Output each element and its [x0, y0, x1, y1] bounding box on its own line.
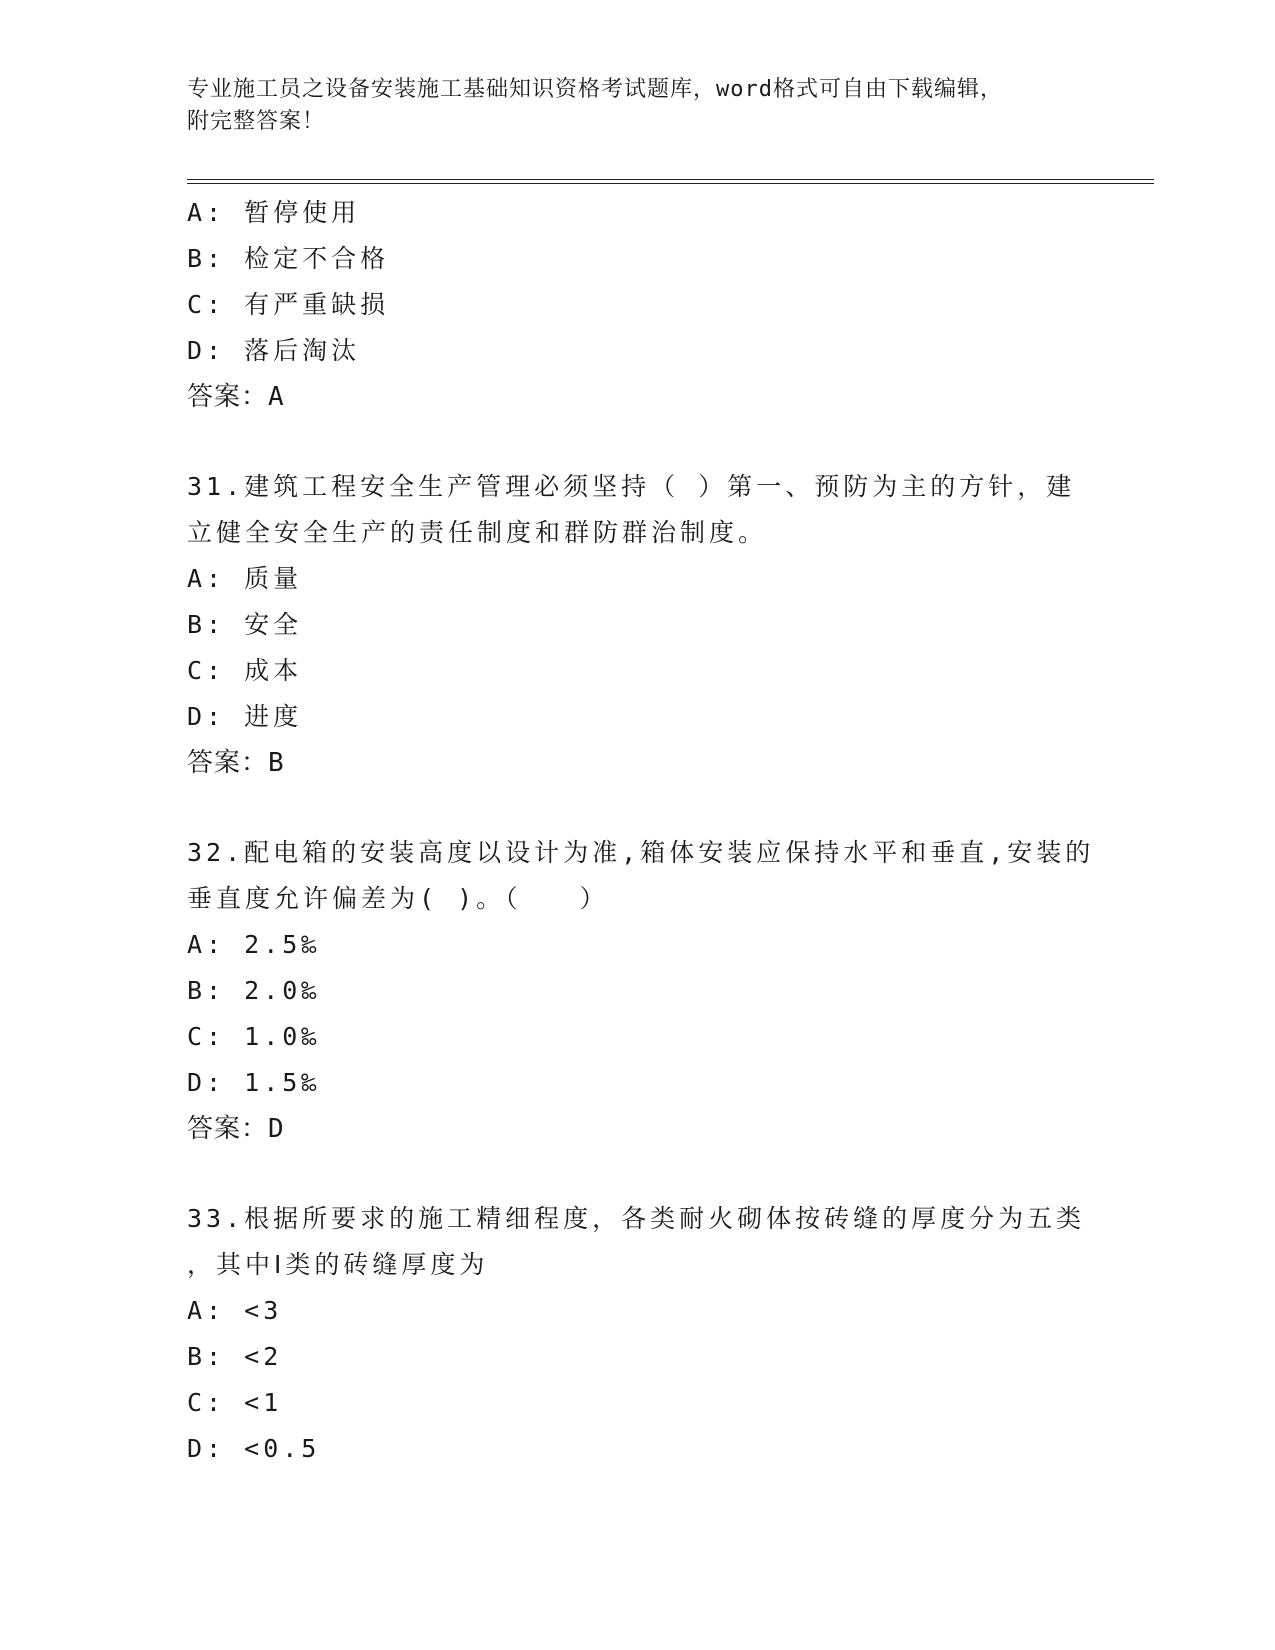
question-block-31	[187, 464, 1087, 786]
option-a: A: <3	[187, 1296, 283, 1325]
option-c: C: <1	[187, 1388, 283, 1417]
question-text-line-2: 立健全安全生产的责任制度和群防群治制度。	[187, 518, 768, 547]
question-list	[187, 190, 1095, 1472]
option-d: D: 落后淘汰	[187, 336, 361, 365]
option-d: D: 1.5‰	[187, 1068, 321, 1097]
answer-line: 答案：D	[187, 1114, 285, 1144]
option-b: B: 2.0‰	[187, 976, 321, 1005]
option-a: A: 质量	[187, 564, 303, 593]
question-text-line-2: ，其中Ⅰ类的砖缝厚度为	[187, 1250, 489, 1279]
block-spacer	[187, 786, 1087, 830]
document-header	[187, 74, 1087, 138]
question-block-33	[187, 1196, 1087, 1472]
question-block-32	[187, 830, 1095, 1152]
option-b: B: 安全	[187, 610, 303, 639]
option-b: B: <2	[187, 1342, 283, 1371]
question-text-line-1: 31.建筑工程安全生产管理必须坚持（ ）第一、预防为主的方针，建	[187, 472, 1076, 501]
option-c: C: 1.0‰	[187, 1022, 321, 1051]
option-d: D: 进度	[187, 702, 303, 731]
option-a: A: 2.5‰	[187, 930, 321, 959]
header-line-2: 附完整答案！	[187, 109, 326, 134]
option-b: B: 检定不合格	[187, 244, 390, 273]
option-a: A: 暂停使用	[187, 198, 361, 227]
question-text-line-1: 33.根据所要求的施工精细程度，各类耐火砌体按砖缝的厚度分为五类	[187, 1204, 1086, 1233]
answer-line: 答案：B	[187, 748, 285, 778]
header-line-1: 专业施工员之设备安装施工基础知识资格考试题库，word格式可自由下载编辑，	[187, 77, 1003, 102]
block-spacer	[187, 420, 1087, 464]
question-text-line-1: 32.配电箱的安装高度以设计为准,箱体安装应保持水平和垂直,安装的	[187, 838, 1095, 867]
option-d: D: <0.5	[187, 1434, 321, 1463]
answer-line: 答案：A	[187, 382, 285, 412]
question-text-line-2: 垂直度允许偏差为( )。（ ）	[187, 884, 609, 913]
header-divider	[187, 179, 1154, 184]
question-block-30	[187, 190, 1087, 420]
option-c: C: 成本	[187, 656, 303, 685]
option-c: C: 有严重缺损	[187, 290, 390, 319]
block-spacer	[187, 1152, 1087, 1196]
